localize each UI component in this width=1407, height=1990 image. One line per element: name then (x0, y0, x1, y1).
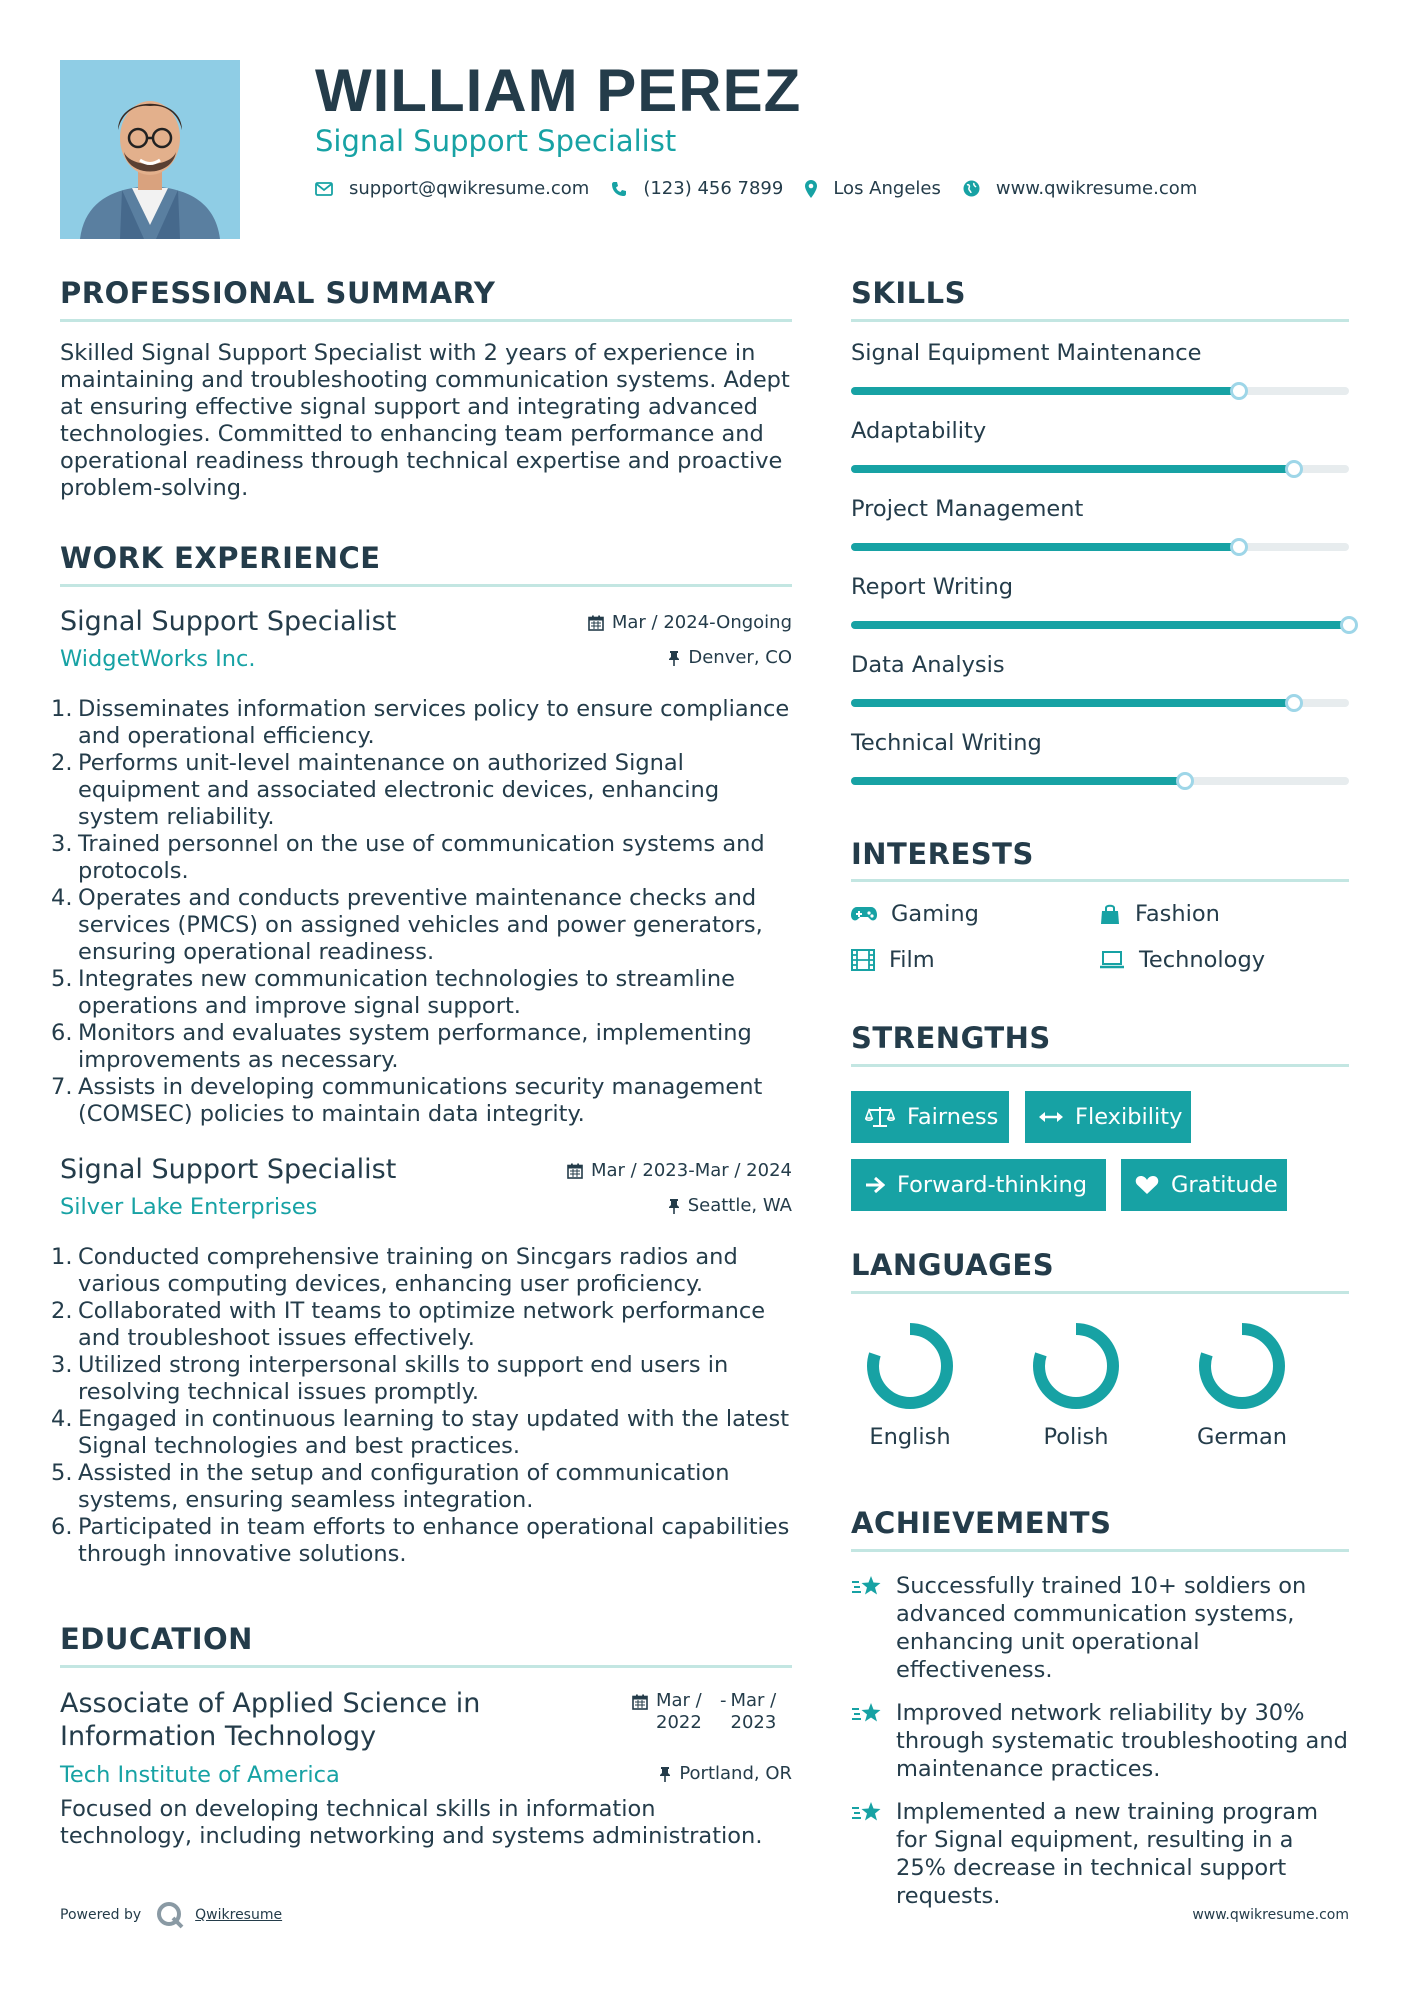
list-item: 3. Trained personnel on the use of communication systems and protocols. (51, 831, 765, 884)
skills-heading: SKILLS (851, 276, 966, 310)
job-company: Silver Lake Enterprises (60, 1194, 318, 1220)
contact-bar (315, 178, 1219, 199)
strength-badge (851, 1091, 1009, 1143)
language-label: German (1196, 1424, 1288, 1450)
skill-bar-track (851, 465, 1349, 473)
language-item (845, 1318, 975, 1450)
candidate-name: WILLIAM PEREZ (315, 57, 802, 124)
job-location (668, 1195, 792, 1216)
skill-item (851, 418, 1349, 444)
skill-bar-fill (851, 621, 1349, 629)
skill-bar-track (851, 777, 1349, 785)
job-date-text: Mar / 2023-Mar / 2024 (590, 1160, 792, 1181)
interest-item (851, 901, 979, 927)
calendar-icon (632, 1694, 648, 1710)
globe-icon (963, 180, 980, 197)
shopping-bag-icon (1099, 903, 1121, 925)
arrows-horizontal-icon (1039, 1110, 1063, 1124)
interest-item (1099, 947, 1265, 973)
list-item: 1. Conducted comprehensive training on Sincgars radios and various computing devices, enhancing user proficiency. (51, 1244, 738, 1297)
skill-bar-fill (851, 699, 1294, 707)
job-location (668, 647, 792, 668)
achievement-text: Successfully trained 10+ soldiers on advanced communication systems, enhancing unit operational effectiveness. (896, 1573, 1307, 1683)
strength-label: Gratitude (1171, 1172, 1278, 1198)
film-icon (851, 949, 875, 971)
skill-bar-track (851, 543, 1349, 551)
interest-label: Film (889, 947, 935, 973)
interest-label: Gaming (891, 901, 979, 927)
balance-scale-icon (865, 1106, 895, 1128)
language-label: Polish (1043, 1424, 1109, 1450)
strength-badge (1121, 1159, 1287, 1211)
interest-item (851, 947, 935, 973)
strengths-heading: STRENGTHS (851, 1021, 1051, 1055)
education-school: Tech Institute of America (60, 1762, 340, 1788)
experience-heading: WORK EXPERIENCE (60, 541, 381, 575)
contact-location (805, 178, 941, 199)
achievement-item (851, 1699, 1349, 1783)
qwikresume-link[interactable]: Qwikresume (195, 1907, 283, 1923)
achievement-item (851, 1798, 1349, 1910)
interests-heading: INTERESTS (851, 837, 1034, 871)
strength-label: Flexibility (1075, 1104, 1183, 1130)
contact-location-text: Los Angeles (833, 178, 941, 199)
contact-website[interactable] (963, 178, 1197, 199)
skill-bar-knob (1285, 694, 1303, 712)
achievements-divider (851, 1549, 1349, 1552)
profile-photo (60, 60, 240, 239)
languages-divider (851, 1291, 1349, 1294)
achievements-heading: ACHIEVEMENTS (851, 1506, 1112, 1540)
language-ring (1028, 1318, 1124, 1414)
candidate-title: Signal Support Specialist (315, 124, 677, 158)
language-label: English (869, 1424, 951, 1450)
skill-label: Technical Writing (851, 730, 1042, 756)
thumbtack-icon (659, 1766, 671, 1782)
skills-divider (851, 319, 1349, 322)
skill-bar-knob (1285, 460, 1303, 478)
interests-divider (851, 879, 1349, 882)
skill-item (851, 496, 1349, 522)
list-item: 6. Monitors and evaluates system performance, implementing improvements as necessary. (51, 1020, 752, 1073)
list-item: 7. Assists in developing communications security management (COMSEC) policies to maintain data integrity. (51, 1074, 763, 1127)
powered-by-label: Powered by (60, 1907, 142, 1923)
list-item: 2. Collaborated with IT teams to optimize network performance and troubleshoot issues effectively. (51, 1298, 766, 1351)
education-location-text: Portland, OR (679, 1763, 792, 1784)
education-heading: EDUCATION (60, 1622, 253, 1656)
summary-text: Skilled Signal Support Specialist with 2 years of experience in maintaining and troubleshooting communication systems. Adept at ensuring effective signal support and integrating advanced technologies. Committed to enhancing team performance and operational readiness through technical expertise and proactive problem-solving. (60, 340, 790, 501)
strengths-divider (851, 1064, 1349, 1067)
skill-bar-knob (1340, 616, 1358, 634)
job-date-text: Mar / 2024-Ongoing (611, 612, 792, 633)
skill-label: Signal Equipment Maintenance (851, 340, 1202, 366)
skill-bar-knob (1230, 382, 1248, 400)
education-end: Mar / 2023 (730, 1690, 777, 1733)
summary-divider (60, 319, 792, 322)
education-degree: Associate of Applied Science in Information Technology (60, 1688, 481, 1752)
skill-item (851, 574, 1349, 600)
skill-bar-fill (851, 465, 1294, 473)
footer-url[interactable]: www.qwikresume.com (1192, 1907, 1349, 1923)
map-pin-icon (805, 180, 817, 198)
laptop-icon (1099, 950, 1125, 970)
job-entry (51, 1154, 792, 1568)
strength-label: Forward-thinking (897, 1172, 1088, 1198)
languages-heading: LANGUAGES (851, 1248, 1055, 1282)
thumbtack-icon (668, 1198, 680, 1214)
interest-item (1099, 901, 1220, 927)
education-dates: Mar / 2022 - Mar / 2023 (632, 1690, 791, 1734)
skill-item (851, 340, 1349, 366)
education-start: Mar / 2022 (656, 1690, 702, 1733)
list-item: 5. Assisted in the setup and configuration of communication systems, ensuring seamless integration. (51, 1460, 730, 1513)
strength-badge (1025, 1091, 1191, 1143)
skill-label: Project Management (851, 496, 1084, 522)
skill-bar-fill (851, 543, 1239, 551)
skill-bar-track (851, 387, 1349, 395)
language-ring (862, 1318, 958, 1414)
phone-icon (611, 181, 627, 197)
shooting-star-icon (851, 1800, 883, 1826)
skill-bar-knob (1230, 538, 1248, 556)
language-ring (1194, 1318, 1290, 1414)
shooting-star-icon (851, 1701, 883, 1727)
skill-item (851, 730, 1349, 756)
thumbtack-icon (668, 650, 680, 666)
job-entry (51, 606, 792, 1128)
calendar-icon (567, 1163, 583, 1179)
list-item: 6. Participated in team efforts to enhance operational capabilities through innovative solutions. (51, 1514, 790, 1567)
skill-item (851, 652, 1349, 678)
achievement-text: Improved network reliability by 30% through systematic troubleshooting and maintenance practices. (896, 1700, 1348, 1782)
strength-label: Fairness (907, 1104, 999, 1130)
contact-email[interactable] (315, 178, 589, 199)
job-role: Signal Support Specialist (60, 1154, 397, 1185)
arrow-right-icon (865, 1176, 885, 1194)
skill-bar-knob (1176, 772, 1194, 790)
achievement-item (851, 1572, 1349, 1684)
contact-website-text: www.qwikresume.com (995, 178, 1198, 199)
education-location (659, 1763, 792, 1784)
contact-email-text: support@qwikresume.com (349, 178, 590, 199)
job-role: Signal Support Specialist (60, 606, 397, 637)
contact-phone-text: (123) 456 7899 (643, 178, 784, 199)
skill-bar-track (851, 621, 1349, 629)
list-item: 3. Utilized strong interpersonal skills to support end users in resolving technical issues promptly. (51, 1352, 729, 1405)
shooting-star-icon (851, 1574, 883, 1600)
gamepad-icon (851, 905, 877, 923)
job-header (60, 606, 792, 684)
language-item (1177, 1318, 1307, 1450)
skill-label: Adaptability (851, 418, 987, 444)
list-item: 4. Engaged in continuous learning to stay updated with the latest Signal technologies and best practices. (51, 1406, 790, 1459)
experience-divider (60, 584, 792, 587)
language-item (1011, 1318, 1141, 1450)
education-divider (60, 1665, 792, 1668)
strength-badge (851, 1159, 1106, 1211)
skill-label: Report Writing (851, 574, 1014, 600)
achievement-text: Implemented a new training program for Signal equipment, resulting in a 25% decrease in technical support requests. (896, 1799, 1319, 1909)
summary-heading: PROFESSIONAL SUMMARY (60, 276, 496, 310)
job-bullets (51, 696, 792, 1128)
job-bullets (51, 1244, 792, 1568)
skill-bar-fill (851, 777, 1185, 785)
skill-bar-fill (851, 387, 1239, 395)
job-date (588, 612, 792, 633)
footer-powered-by (60, 1900, 282, 1930)
interest-label: Technology (1139, 947, 1266, 973)
heart-icon (1135, 1175, 1159, 1195)
interest-label: Fashion (1135, 901, 1220, 927)
list-item: 5. Integrates new communication technologies to streamline operations and improve signal support. (51, 966, 736, 1019)
list-item: 4. Operates and conducts preventive maintenance checks and services (PMCS) on assigned vehicles and power generators, ensuring operational readiness. (51, 885, 763, 965)
job-location-text: Seattle, WA (687, 1195, 792, 1216)
skill-label: Data Analysis (851, 652, 1005, 678)
skill-bar-track (851, 699, 1349, 707)
list-item: 2. Performs unit-level maintenance on authorized Signal equipment and associated electronic devices, enhancing system reliability. (51, 750, 720, 830)
contact-phone[interactable] (611, 178, 783, 199)
job-header (60, 1154, 792, 1232)
job-location-text: Denver, CO (688, 647, 792, 668)
education-description: Focused on developing technical skills in information technology, including networking and systems administration. (60, 1796, 763, 1849)
job-company: WidgetWorks Inc. (60, 646, 256, 672)
envelope-icon (315, 182, 333, 196)
list-item: 1. Disseminates information services policy to ensure compliance and operational efficiency. (51, 696, 790, 749)
calendar-icon (588, 615, 604, 631)
job-date (567, 1160, 792, 1181)
qwikresume-logo-icon (155, 1900, 185, 1930)
